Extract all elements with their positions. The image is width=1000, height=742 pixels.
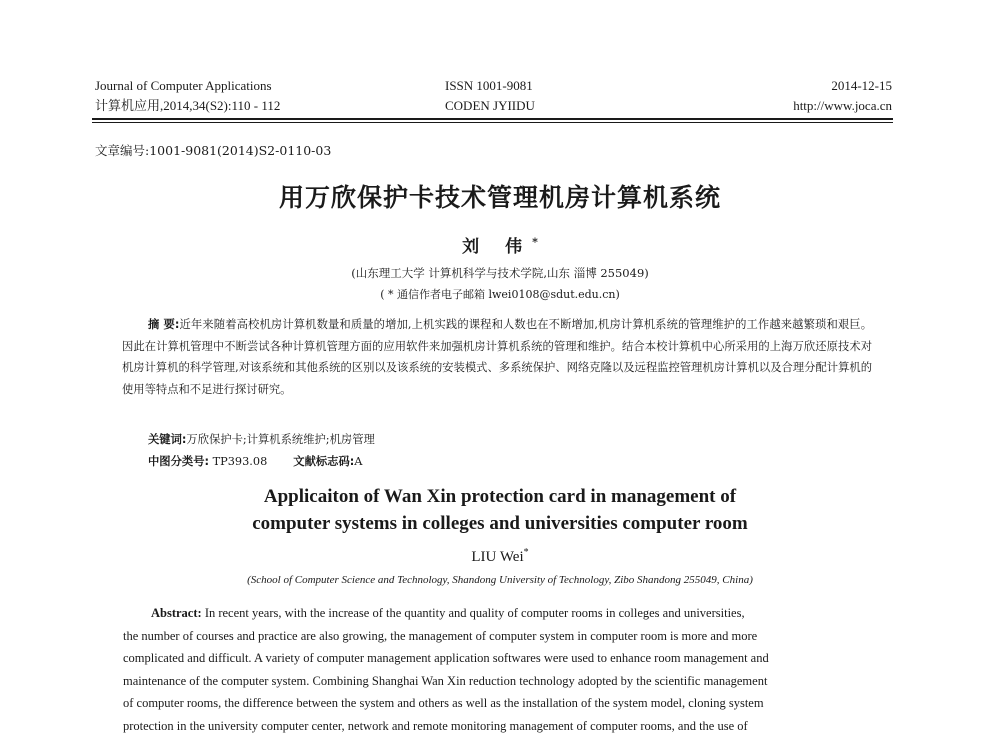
journal-name-en: Journal of Computer Applications [95, 78, 272, 93]
english-abstract-line: the number of courses and practice are also growing, the management of computer system in computer room is more and more [123, 628, 758, 643]
chinese-keywords [148, 431, 375, 447]
chinese-abstract-text: 近年来随着高校机房计算机数量和质量的增加,上机实践的课程和人数也在不断增加,机房计算机系统的管理维护的工作越来越繁琐和艰巨。因此在计算机管理中不断尝试各种计算机管理方面的应用软件来加强机房计算机系统的管理和维护。结合本校计算机中心所采用的上海万欣还原技术对机房计算机的科学管理,对该系统和其他系统的区别以及该系统的安装模式、多系统保护、网络克隆以及远程监控管理机房计算机以及合理分配计算机的使用等特点和不足进行探讨研究。 [122, 318, 872, 396]
clc-number: TP393.08 [212, 455, 268, 468]
english-abstract-line: complicated and difficult. A variety of computer management application softwares were used to enhance room management and [123, 651, 769, 665]
header-rule-thick [92, 118, 893, 120]
english-abstract-line: maintenance of the computer system. Combining Shanghai Wan Xin reduction technology adopted by the scientific management [123, 673, 768, 688]
english-author-name: LIU Wei [471, 549, 524, 565]
journal-name-cn: 计算机应用,2014,34(S2):110 - 112 [95, 98, 281, 113]
english-abstract-line: of computer rooms, the difference between the system and others as well as the installation of the system model, cloning system [123, 696, 764, 710]
classification-line [148, 453, 362, 469]
header-rule-thin [92, 122, 893, 123]
doc-code-label: 文献标志码: [293, 455, 355, 468]
corresponding-email: ( * 通信作者电子邮箱 lwei0108@sdut.edu.cn) [380, 288, 620, 301]
coden: CODEN JYIIDU [445, 98, 535, 113]
chinese-author [0, 232, 1000, 257]
journal-identifiers [445, 76, 535, 116]
chinese-author-name: 刘 伟 [462, 237, 533, 257]
issn: ISSN 1001-9081 [445, 78, 533, 93]
english-title [0, 483, 1000, 537]
chinese-affiliation: (山东理工大学 计算机科学与技术学院,山东 淄博 255049) [351, 266, 649, 280]
english-abstract-line [123, 602, 873, 625]
doc-code: A [354, 455, 363, 468]
publication-info [793, 76, 892, 116]
chinese-abstract-label: 摘 要: [148, 318, 180, 331]
journal-citation [95, 76, 280, 116]
keywords-text: 万欣保护卡;计算机系统维护;机房管理 [186, 433, 375, 446]
english-title-line-2: computer systems in colleges and universities computer room [252, 513, 748, 534]
keywords-label: 关键词: [148, 433, 187, 446]
publication-date: 2014-12-15 [831, 78, 892, 93]
english-corresponding-mark: * [523, 547, 529, 558]
journal-url[interactable]: http://www.joca.cn [793, 98, 892, 113]
english-title-line-1: Applicaiton of Wan Xin protection card in management of [263, 486, 737, 507]
chinese-abstract [122, 314, 872, 400]
chinese-title: 用万欣保护卡技术管理机房计算机系统 [278, 183, 721, 212]
clc-label: 中图分类号: [148, 455, 210, 468]
english-abstract-label: Abstract: [151, 606, 202, 620]
english-affiliation: (School of Computer Science and Technology, Shandong University of Technology, Zibo Shandong 255049, China) [247, 574, 753, 586]
english-abstract-line: protection in the university computer center, network and remote monitoring management of computer rooms, and the use of [123, 718, 748, 733]
article-number: 文章编号:1001-9081(2014)S2-0110-03 [95, 143, 332, 158]
english-abstract-text: In recent years, with the increase of the quantity and quality of computer rooms in colleges and universities, [204, 606, 745, 620]
english-author [0, 547, 1000, 566]
corresponding-mark: * [532, 235, 538, 249]
english-abstract [123, 602, 873, 737]
